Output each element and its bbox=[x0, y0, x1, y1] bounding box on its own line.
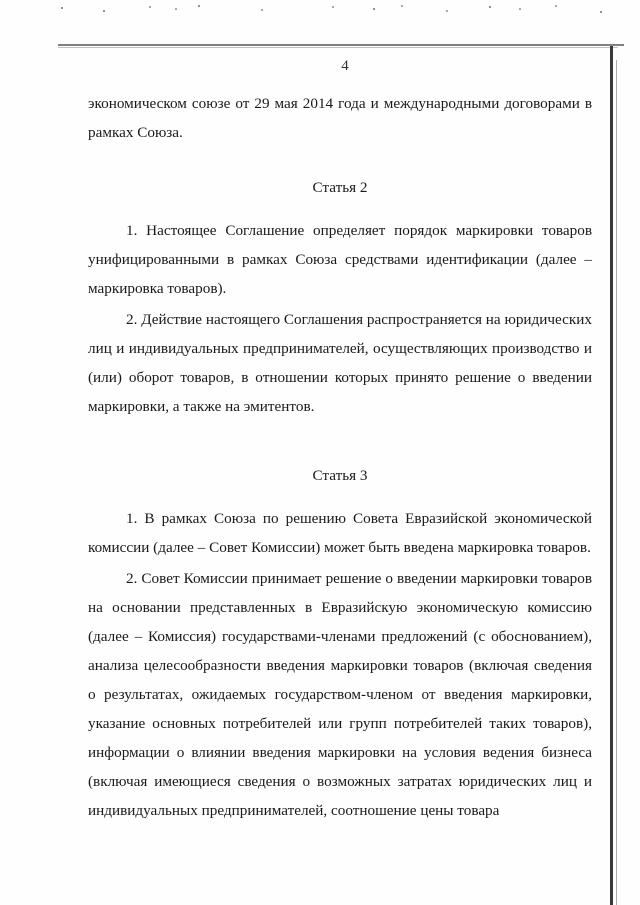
document-body bbox=[88, 89, 592, 825]
scan-top-rule-secondary bbox=[58, 47, 618, 48]
scan-right-rule-secondary bbox=[616, 60, 617, 905]
article-3-paragraph-1: 1. В рамках Союза по решению Совета Евразийской экономической комиссии (далее – Совет Комиссии) может быть введена маркировка товаров. bbox=[88, 510, 592, 556]
scan-top-rule bbox=[58, 44, 624, 46]
continuation-paragraph: экономическом союзе от 29 мая 2014 года и международными договорами в рамках Союза. bbox=[88, 95, 592, 141]
page-number: 4 bbox=[341, 58, 349, 74]
article-2-paragraph-1: 1. Настоящее Соглашение определяет порядок маркировки товаров унифицированными в рамках Союза средствами идентификации (далее – маркировка товаров). bbox=[88, 222, 592, 297]
article-3-heading: Статья 3 bbox=[312, 467, 368, 484]
article-3-paragraph-2: 2. Совет Комиссии принимает решение о введении маркировки товаров на основании представленных в Евразийскую экономическую комиссию (далее – Комиссия) государствами-членами предложений (с обоснованием), анализа целесообразности введения маркировки товаров (включая сведения о результатах, ожидаемых государством-членом от введения маркировки, указание основных потребителей или групп потребителей таких товаров), информации о влиянии введения маркировки на условия ведения бизнеса (включая имеющиеся сведения о возможных затратах юридических лиц и индивидуальных предпринимателей, соотношение цены товара bbox=[88, 570, 592, 819]
article-2-paragraph-2: 2. Действие настоящего Соглашения распространяется на юридических лиц и индивидуальных предпринимателей, осуществляющих производство и (или) оборот товаров, в отношении которых принято решение о введении маркировки, а также на эмитентов. bbox=[88, 311, 592, 415]
article-2-heading: Статья 2 bbox=[312, 179, 368, 196]
scan-noise-dots bbox=[0, 2, 640, 18]
scan-right-rule bbox=[610, 46, 613, 905]
